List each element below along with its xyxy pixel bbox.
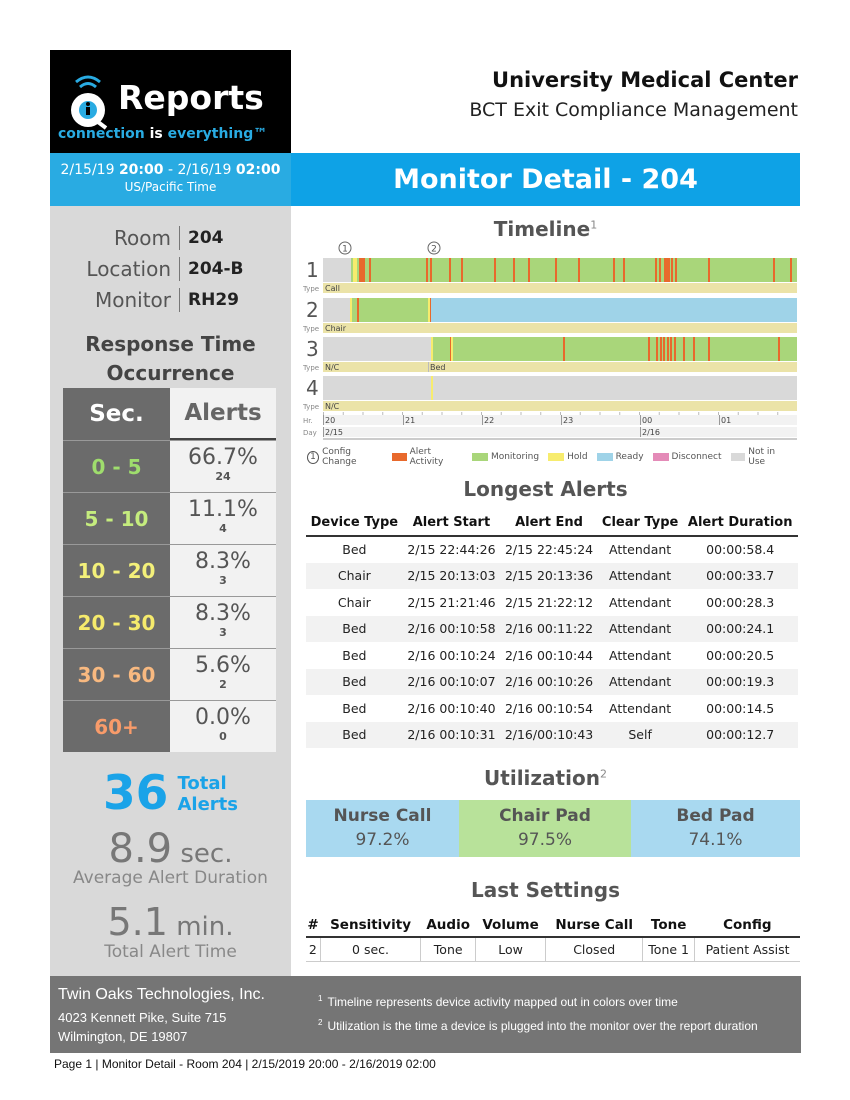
longest-alerts-header: Alert End <box>500 510 598 536</box>
table-cell: 00:00:12.7 <box>682 722 798 749</box>
alert-activity-mark <box>426 258 428 282</box>
type-strip <box>323 283 797 293</box>
alert-activity-mark <box>668 258 670 282</box>
table-cell: Tone <box>421 937 475 961</box>
utilization-panel <box>306 800 800 857</box>
response-count: 0 <box>219 730 227 743</box>
response-count: 2 <box>219 678 227 691</box>
monitor-value: RH29 <box>188 289 239 310</box>
legend-label: Config Change <box>322 447 357 467</box>
response-range: 5 - 10 <box>63 493 170 544</box>
average-duration-label: Average Alert Duration <box>73 868 268 888</box>
response-time-table <box>63 388 276 752</box>
logo-brand: Reports <box>118 78 264 117</box>
sec-header: Sec. <box>63 388 170 440</box>
table-cell: 2/16/00:10:43 <box>500 722 598 749</box>
table-cell: Bed <box>306 616 403 643</box>
timeline-segment <box>431 337 797 361</box>
table-cell: Attendant <box>609 647 672 663</box>
table-row <box>306 616 798 643</box>
minor-tick <box>738 412 739 415</box>
table-cell: 00:00:33.7 <box>682 563 798 590</box>
alert-activity-mark <box>683 337 685 361</box>
alert-activity-mark <box>778 337 780 361</box>
day-tick-label: 2/15 <box>325 428 343 437</box>
settings-header: Sensitivity <box>320 913 421 937</box>
table-cell: 2 <box>306 937 320 961</box>
page-footer: Page 1 | Monitor Detail - Room 204 | 2/15/2019 20:00 - 2/16/2019 02:00 <box>54 1057 436 1071</box>
alert-activity-mark <box>648 337 650 361</box>
device-type-label: N/C <box>325 402 340 411</box>
total-alerts <box>50 766 291 821</box>
alert-activity-mark <box>655 258 657 282</box>
type-divider <box>428 362 429 372</box>
alert-activity-mark <box>666 258 668 282</box>
minor-tick <box>540 412 541 415</box>
timeline-row-number: 2 <box>306 298 319 322</box>
hour-tick-label: 23 <box>563 416 574 425</box>
alert-activity-mark <box>708 258 710 282</box>
alert-activity-mark <box>513 258 515 282</box>
config-change-label: 1 <box>342 244 348 255</box>
legend-label: Monitoring <box>490 452 540 462</box>
response-percent: 5.6% <box>195 653 251 678</box>
timeline-row-number: 3 <box>306 337 319 361</box>
alert-activity-mark <box>708 337 710 361</box>
timeline-title: Timeline$^1$ <box>493 217 598 241</box>
utilization-title: Utilization$^2$ <box>484 766 607 790</box>
minor-tick <box>580 412 581 415</box>
alert-activity-mark <box>361 258 363 282</box>
minor-tick <box>639 412 640 415</box>
alert-activity-mark <box>671 258 673 282</box>
table-cell: Chair <box>306 563 403 590</box>
hour-axis-label: Hr. <box>303 417 313 425</box>
minor-tick <box>481 412 482 415</box>
table-row <box>306 536 798 563</box>
total-alert-time-value: 5.1 min. <box>107 900 234 944</box>
alert-activity-mark <box>363 258 365 282</box>
table-cell: Attendant <box>598 563 682 590</box>
type-label: Type <box>303 364 320 372</box>
response-percent: 8.3% <box>195 601 251 626</box>
alert-activity-mark <box>357 298 359 322</box>
table-cell: 2/16 00:10:44 <box>504 647 594 663</box>
minor-tick <box>679 412 680 415</box>
hold-mark <box>451 337 453 361</box>
settings-header: Tone <box>643 913 695 937</box>
alert-activity-mark <box>790 258 792 282</box>
date-range-band <box>50 153 291 206</box>
table-row <box>306 642 798 669</box>
hour-tick <box>719 415 720 425</box>
response-count: 24 <box>215 470 231 483</box>
response-range: 60+ <box>63 701 170 752</box>
day-axis-label: Day <box>303 429 317 437</box>
day-tick <box>640 427 641 437</box>
table-row <box>306 589 798 616</box>
table-cell: 2/16 00:10:07 <box>403 669 500 696</box>
response-row <box>63 700 276 752</box>
longest-alerts-title: Longest Alerts <box>463 477 628 501</box>
alert-activity-mark <box>563 337 565 361</box>
alert-activity-mark <box>494 258 496 282</box>
alert-activity-mark <box>528 258 530 282</box>
minor-tick <box>698 412 699 415</box>
table-cell: Attendant <box>598 669 682 696</box>
response-percent: 8.3% <box>195 549 251 574</box>
alert-activity-mark <box>359 258 361 282</box>
table-cell: 2/15 21:22:12 <box>504 594 594 610</box>
timeline-segment <box>323 376 797 400</box>
table-cell: Bed <box>306 669 403 696</box>
day-tick <box>323 427 324 437</box>
response-row <box>63 544 276 596</box>
alert-activity-mark <box>667 337 669 361</box>
company-address: 4023 Kennett Pike, Suite 715 Wilmington, DE 19807 <box>58 1010 227 1044</box>
device-type-label: Bed <box>430 363 446 372</box>
type-label: Type <box>303 325 320 333</box>
table-cell: 2/16 00:10:54 <box>504 700 594 716</box>
minor-tick <box>461 412 462 415</box>
response-percent-cell <box>170 597 276 648</box>
location-value: 204-B <box>188 258 244 279</box>
table-cell: 2/15 22:45:24 <box>504 542 594 558</box>
hold-mark <box>355 258 357 282</box>
table-cell: Low <box>475 937 545 961</box>
report-title: Monitor Detail - 204 <box>291 153 800 206</box>
table-cell: 2/16 00:10:40 <box>407 700 496 716</box>
response-row <box>63 596 276 648</box>
minor-tick <box>442 412 443 415</box>
minor-tick <box>501 412 502 415</box>
footnote-1: $^1$ Timeline represents device activity mapped out in colors over time <box>318 994 678 1009</box>
room-label: Room <box>50 226 180 250</box>
alerts-header: Alerts <box>170 388 276 440</box>
response-percent: 0.0% <box>195 705 251 730</box>
table-cell: Tone 1 <box>643 937 695 961</box>
response-row <box>63 440 276 492</box>
longest-alerts-table <box>306 510 798 748</box>
alert-activity-mark <box>660 337 662 361</box>
minor-tick <box>402 412 403 415</box>
response-time-title: Response Time Occurrence <box>85 332 256 385</box>
company-name: Twin Oaks Technologies, Inc. <box>58 986 265 1003</box>
table-cell: 2/15 20:13:36 <box>500 563 598 590</box>
report-subtitle: BCT Exit Compliance Management <box>469 99 798 121</box>
type-label: Type <box>303 285 320 293</box>
utilization-name: Chair Pad <box>499 806 591 826</box>
legend-item <box>307 447 383 467</box>
alert-activity-mark <box>449 258 451 282</box>
total-alerts-value: 36 <box>102 766 169 821</box>
table-row <box>306 695 798 722</box>
legend-swatch <box>548 453 564 461</box>
hour-tick <box>403 415 404 425</box>
table-cell: Bed <box>342 700 367 716</box>
timeline-chart <box>303 240 800 445</box>
table-cell: Attendant <box>609 542 672 558</box>
last-settings-table <box>306 913 800 962</box>
timeline-segment <box>323 258 351 282</box>
hour-tick <box>640 415 641 425</box>
legend-swatch <box>653 453 669 461</box>
response-range: 30 - 60 <box>63 649 170 700</box>
legend-swatch <box>597 453 613 461</box>
minor-tick <box>422 412 423 415</box>
table-cell: 2/15 20:13:03 <box>403 563 500 590</box>
table-row <box>306 669 798 696</box>
logo-q-icon <box>58 70 118 130</box>
circle-1-icon: 1 <box>307 451 319 464</box>
response-percent-cell <box>170 493 276 544</box>
table-cell: Bed <box>342 647 367 663</box>
response-count: 3 <box>219 574 227 587</box>
minor-tick <box>758 412 759 415</box>
utilization-cell <box>459 800 631 857</box>
footer <box>50 976 801 1053</box>
timeline-legend <box>307 447 800 467</box>
table-row <box>306 722 798 749</box>
table-cell: 2/15 21:21:46 <box>407 594 496 610</box>
config-change-label: 2 <box>431 244 437 255</box>
longest-alerts-header: Alert Start <box>403 510 500 536</box>
device-type-label: Call <box>325 284 340 293</box>
legend-label: Ready <box>615 452 644 462</box>
minor-tick <box>521 412 522 415</box>
type-label: Type <box>303 403 320 411</box>
table-cell: Closed <box>546 937 643 961</box>
table-cell: Chair <box>337 594 371 610</box>
hold-mark <box>428 298 430 322</box>
table-cell: 2/16 00:11:22 <box>500 616 598 643</box>
average-duration-value: 8.9 sec. <box>108 826 233 872</box>
table-cell: 00:00:19.3 <box>682 669 798 696</box>
response-count: 4 <box>219 522 227 535</box>
hold-mark <box>353 258 355 282</box>
longest-alerts-header: Alert Duration <box>682 510 798 536</box>
minor-tick <box>600 412 601 415</box>
day-tick-label: 2/16 <box>642 428 660 437</box>
settings-header: Volume <box>475 913 545 937</box>
hour-tick <box>561 415 562 425</box>
alert-activity-mark <box>578 258 580 282</box>
legend-item <box>653 452 722 462</box>
timeline-row-number: 1 <box>306 258 319 282</box>
legend-swatch <box>731 453 746 461</box>
response-percent-cell <box>170 441 276 492</box>
minor-tick <box>718 412 719 415</box>
response-range: 20 - 30 <box>63 597 170 648</box>
alert-activity-mark <box>663 337 665 361</box>
room-value: 204 <box>188 227 224 248</box>
response-percent-cell <box>170 545 276 596</box>
table-cell: Attendant <box>598 616 682 643</box>
utilization-cell <box>631 800 800 857</box>
minor-tick <box>777 412 778 415</box>
monitor-info <box>50 222 291 315</box>
table-cell: Self <box>598 722 682 749</box>
legend-item <box>731 447 791 467</box>
minor-tick <box>619 412 620 415</box>
utilization-value: 74.1% <box>688 830 743 850</box>
hour-tick-label: 20 <box>325 416 336 425</box>
settings-header: # <box>306 913 320 937</box>
response-range: 0 - 5 <box>63 441 170 492</box>
table-cell: 00:00:58.4 <box>706 542 775 558</box>
minor-tick <box>659 412 660 415</box>
qreports-logo <box>50 50 291 153</box>
legend-item <box>392 447 463 467</box>
table-cell: 2/16 00:10:24 <box>407 647 496 663</box>
alert-activity-mark <box>674 337 676 361</box>
alert-activity-mark <box>664 258 666 282</box>
response-percent-cell <box>170 649 276 700</box>
table-cell: 00:00:20.5 <box>706 647 775 663</box>
alert-activity-mark <box>656 337 658 361</box>
hour-tick <box>323 415 324 425</box>
alert-activity-mark <box>670 337 672 361</box>
response-count: 3 <box>219 626 227 639</box>
logo-tagline: connection is everything™ <box>58 126 268 142</box>
last-settings-title: Last Settings <box>470 878 621 902</box>
footnote-2: $^2$ Utilization is the time a device is plugged into the monitor over the report duration <box>318 1018 758 1033</box>
total-alerts-label: Total Alerts <box>177 772 238 815</box>
alert-activity-mark <box>623 258 625 282</box>
alert-activity-mark <box>659 258 661 282</box>
alert-activity-mark <box>675 258 677 282</box>
longest-alerts-header: Device Type <box>306 510 403 536</box>
device-type-label: Chair <box>325 324 347 333</box>
timezone: US/Pacific Time <box>124 180 217 194</box>
timeline-segment <box>323 298 351 322</box>
utilization-value: 97.5% <box>517 830 572 850</box>
legend-label: Hold <box>567 452 588 462</box>
longest-alerts-header: Clear Type <box>598 510 682 536</box>
hour-tick-label: 00 <box>642 416 653 425</box>
hour-tick-label: 01 <box>721 416 732 425</box>
table-cell: 00:00:14.5 <box>706 700 775 716</box>
hold-mark <box>431 337 433 361</box>
minor-tick <box>343 412 344 415</box>
monitor-label: Monitor <box>50 288 180 312</box>
alert-activity-mark <box>773 258 775 282</box>
hour-tick-label: 22 <box>484 416 495 425</box>
type-strip <box>323 323 797 333</box>
legend-swatch <box>392 453 407 461</box>
day-axis-strip <box>323 427 797 437</box>
legend-label: Disconnect <box>671 452 722 462</box>
settings-header: Nurse Call <box>546 913 643 937</box>
legend-label: Not in Use <box>748 447 776 467</box>
response-percent-cell <box>170 701 276 752</box>
settings-header: Config <box>695 913 800 937</box>
table-cell: 0 sec. <box>320 937 421 961</box>
hold-mark <box>350 298 352 322</box>
legend-item <box>597 452 644 462</box>
alert-activity-mark <box>555 258 557 282</box>
alert-activity-mark <box>430 258 432 282</box>
table-cell: 2/16 00:10:58 <box>403 616 500 643</box>
response-percent: 11.1% <box>188 497 258 522</box>
legend-item <box>472 452 539 462</box>
device-type-label: N/C <box>325 363 340 372</box>
alert-activity-mark <box>693 337 695 361</box>
summary-panel <box>50 206 291 976</box>
utilization-name: Bed Pad <box>676 806 755 826</box>
hour-tick-label: 21 <box>405 416 416 425</box>
table-cell: Bed <box>342 542 367 558</box>
minor-tick <box>560 412 561 415</box>
legend-swatch <box>472 453 488 461</box>
timeline-row-number: 4 <box>306 376 319 400</box>
table-cell: 00:00:28.3 <box>706 594 775 610</box>
table-cell: Attendant <box>609 700 672 716</box>
utilization-name: Nurse Call <box>333 806 432 826</box>
table-row <box>306 937 800 961</box>
timeline-segment <box>351 298 431 322</box>
location-label: Location <box>50 257 180 281</box>
settings-header: Audio <box>421 913 475 937</box>
timeline-segment <box>323 337 431 361</box>
minor-tick <box>382 412 383 415</box>
table-cell: 2/15 22:44:26 <box>407 542 496 558</box>
table-cell: 00:00:24.1 <box>682 616 798 643</box>
timeline-segment <box>351 258 797 282</box>
table-cell: Bed <box>306 722 403 749</box>
utilization-cell <box>306 800 459 857</box>
table-row <box>306 563 798 590</box>
response-range: 10 - 20 <box>63 545 170 596</box>
hour-tick <box>482 415 483 425</box>
date-range: 2/15/19 20:00 - 2/16/19 02:00 <box>60 162 281 178</box>
alert-activity-mark <box>369 258 371 282</box>
utilization-value: 97.2% <box>355 830 410 850</box>
minor-tick <box>323 412 324 415</box>
response-row <box>63 648 276 700</box>
hold-mark <box>431 376 433 400</box>
timeline-segment <box>431 298 797 322</box>
type-strip <box>323 401 797 411</box>
table-cell: Attendant <box>609 594 672 610</box>
organization-name: University Medical Center <box>492 68 798 92</box>
total-alert-time-label: Total Alert Time <box>104 942 237 962</box>
table-cell: 2/16 00:10:26 <box>500 669 598 696</box>
table-cell: 2/16 00:10:31 <box>403 722 500 749</box>
response-row <box>63 492 276 544</box>
legend-item <box>548 452 588 462</box>
minor-tick <box>363 412 364 415</box>
type-strip <box>323 362 797 372</box>
table-cell: Patient Assist <box>695 937 800 961</box>
legend-label: Alert Activity <box>409 447 444 467</box>
alert-activity-mark <box>613 258 615 282</box>
response-percent: 66.7% <box>188 445 258 470</box>
alert-activity-mark <box>461 258 463 282</box>
